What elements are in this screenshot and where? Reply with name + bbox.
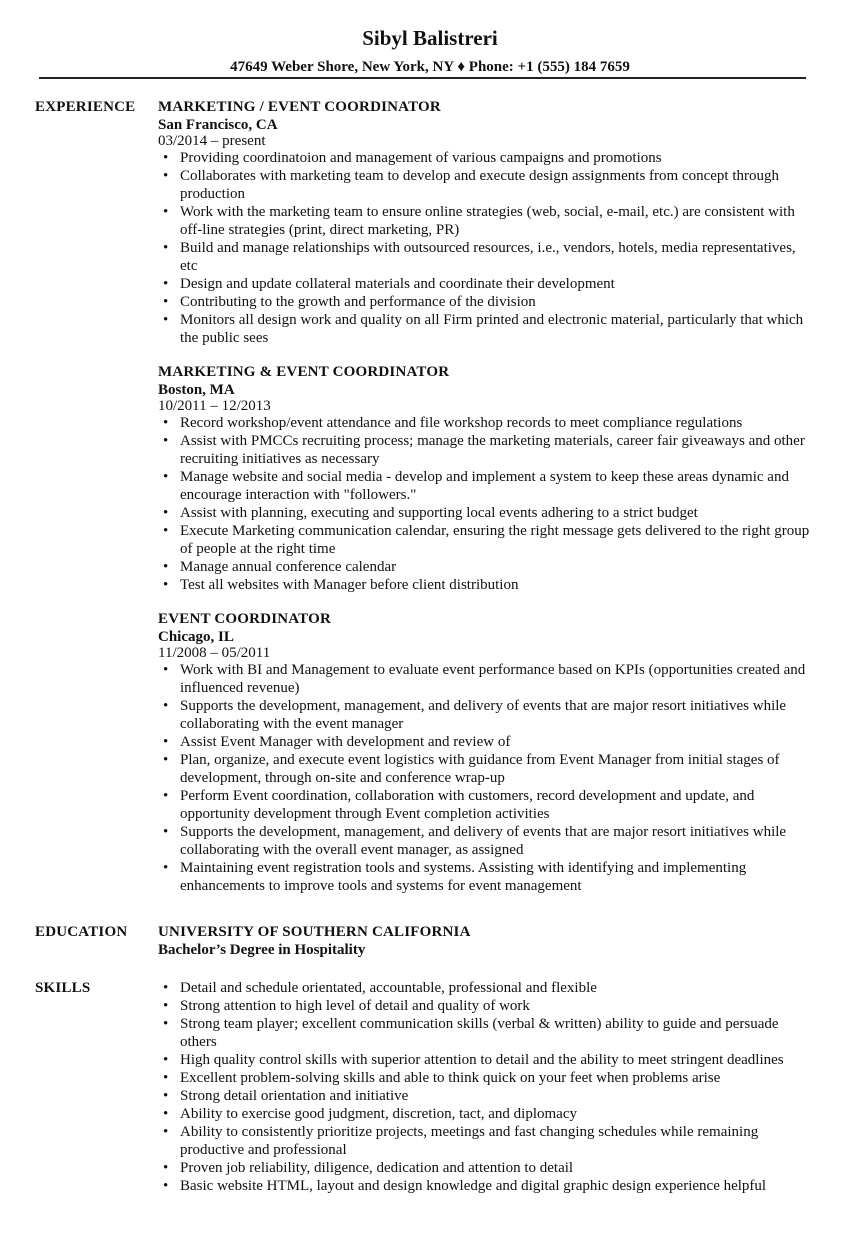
skill-item: • Strong detail orientation and initiative <box>158 1087 813 1105</box>
job-entry <box>158 98 813 347</box>
job-bullet: • Assist with planning, executing and supporting local events adhering to a strict budget <box>158 504 813 522</box>
education-heading: EDUCATION <box>35 924 128 940</box>
header-divider <box>39 77 806 79</box>
degree-name: Bachelor’s Degree in Hospitality <box>158 942 366 958</box>
job-bullet: • Contributing to the growth and performance of the division <box>158 293 813 311</box>
job-bullet: • Design and update collateral materials and coordinate their development <box>158 275 813 293</box>
skills-section <box>0 979 860 1195</box>
job-title: MARKETING / EVENT COORDINATOR <box>158 99 441 115</box>
skill-item: • Strong team player; excellent communication skills (verbal & written) ability to guide and persuade others <box>158 1015 813 1051</box>
job-dates: 10/2011 – 12/2013 <box>158 398 271 414</box>
education-body <box>158 923 813 959</box>
job-bullet: • Assist with PMCCs recruiting process; manage the marketing materials, career fair giveaways and other recruiting initiatives as necessary <box>158 432 813 468</box>
job-bullet: • Record workshop/event attendance and file workshop records to meet compliance regulations <box>158 414 813 432</box>
skill-item: • Ability to consistently prioritize projects, meetings and fast changing schedules while remaining productive and professional <box>158 1123 813 1159</box>
job-bullet: • Build and manage relationships with outsourced resources, i.e., vendors, hotels, media representatives, etc <box>158 239 813 275</box>
job-bullet: • Collaborates with marketing team to develop and execute design assignments from concept through production <box>158 167 813 203</box>
skill-item: • Ability to exercise good judgment, discretion, tact, and diplomacy <box>158 1105 813 1123</box>
job-title: MARKETING & EVENT COORDINATOR <box>158 364 450 380</box>
job-bullet: • Providing coordinatoion and management of various campaigns and promotions <box>158 149 813 167</box>
job-bullet: • Supports the development, management, and delivery of events that are major resort initiatives while collaborating with the event manager <box>158 697 813 733</box>
skill-item: • Basic website HTML, layout and design knowledge and digital graphic design experience helpful <box>158 1177 813 1195</box>
job-bullet-list <box>158 414 813 594</box>
job-bullet: • Monitors all design work and quality on all Firm printed and electronic material, particularly that which the public sees <box>158 311 813 347</box>
skill-item: • High quality control skills with superior attention to detail and the ability to meet stringent deadlines <box>158 1051 813 1069</box>
job-bullet: • Test all websites with Manager before client distribution <box>158 576 813 594</box>
skill-item: • Strong attention to high level of detail and quality of work <box>158 997 813 1015</box>
job-bullet: • Work with BI and Management to evaluate event performance based on KPIs (opportunities created and influenced revenue) <box>158 661 813 697</box>
skills-heading: SKILLS <box>35 980 91 996</box>
job-bullet: • Work with the marketing team to ensure online strategies (web, social, e-mail, etc.) are consistent with off-line strategies (print, direct marketing, PR) <box>158 203 813 239</box>
job-bullet-list <box>158 661 813 895</box>
job-bullet: • Supports the development, management, and delivery of events that are major resort initiatives while collaborating with the overall event manager, as assigned <box>158 823 813 859</box>
job-title: EVENT COORDINATOR <box>158 611 332 627</box>
experience-heading: EXPERIENCE <box>35 99 136 115</box>
job-bullet-list <box>158 149 813 347</box>
job-bullet: • Manage website and social media - develop and implement a system to keep these areas dynamic and encourage interaction with "followers." <box>158 468 813 504</box>
job-bullet: • Plan, organize, and execute event logistics with guidance from Event Manager from initial stages of development, through on-site and conference wrap-up <box>158 751 813 787</box>
job-location: Boston, MA <box>158 382 235 398</box>
job-bullet: • Maintaining event registration tools and systems. Assisting with identifying and implementing enhancements to improve tools and systems for event management <box>158 859 813 895</box>
job-bullet: • Assist Event Manager with development and review of <box>158 733 813 751</box>
experience-body <box>158 98 813 895</box>
job-entry <box>158 610 813 895</box>
job-dates: 11/2008 – 05/2011 <box>158 645 271 661</box>
skill-item: • Excellent problem-solving skills and able to think quick on your feet when problems arise <box>158 1069 813 1087</box>
experience-section <box>0 98 860 895</box>
job-location: San Francisco, CA <box>158 117 278 133</box>
skills-list <box>158 979 813 1195</box>
job-bullet: • Execute Marketing communication calendar, ensuring the right message gets delivered to the right group of people at the right time <box>158 522 813 558</box>
job-bullet: • Manage annual conference calendar <box>158 558 813 576</box>
resume-content <box>0 98 860 1195</box>
skills-body <box>158 979 813 1195</box>
skill-item: • Proven job reliability, diligence, dedication and attention to detail <box>158 1159 813 1177</box>
job-dates: 03/2014 – present <box>158 133 266 149</box>
skill-item: • Detail and schedule orientated, accountable, professional and flexible <box>158 979 813 997</box>
contact-line: 47649 Weber Shore, New York, NY ♦ Phone: +1 (555) 184 7659 <box>230 59 630 75</box>
job-location: Chicago, IL <box>158 629 234 645</box>
education-section <box>0 923 860 959</box>
candidate-name: Sibyl Balistreri <box>362 26 498 50</box>
job-entry <box>158 363 813 594</box>
job-bullet: • Perform Event coordination, collaboration with customers, record development and update, and opportunity development through Event completion activities <box>158 787 813 823</box>
school-name: UNIVERSITY OF SOUTHERN CALIFORNIA <box>158 924 471 940</box>
